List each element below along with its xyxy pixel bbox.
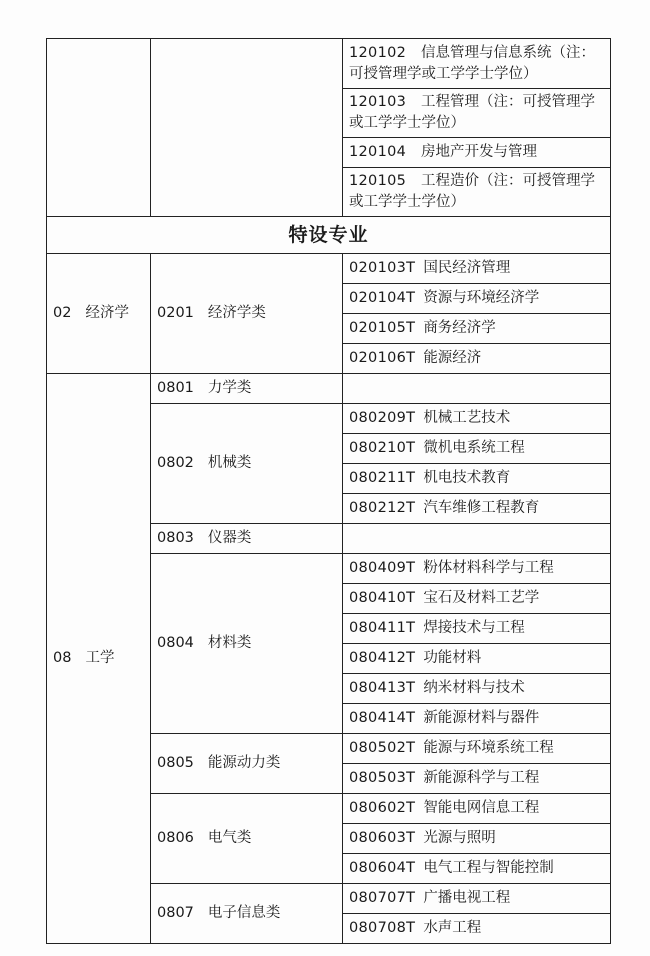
major-cell <box>343 854 611 884</box>
major-name: 光源与照明 <box>423 830 496 846</box>
major-cell <box>343 39 611 89</box>
major-name: 资源与环境经济学 <box>423 290 540 306</box>
major-cell <box>343 764 611 794</box>
discipline-cell <box>47 374 151 944</box>
discipline-cell-empty <box>47 39 151 217</box>
major-cell <box>343 674 611 704</box>
major-name: 房地产开发与管理 <box>421 144 537 160</box>
major-name: 水声工程 <box>423 920 482 936</box>
major-name: 能源与环境系统工程 <box>423 740 554 756</box>
major-name: 广播电视工程 <box>423 890 511 906</box>
group-code: 0805 <box>157 755 194 771</box>
group-code: 0801 <box>157 380 194 396</box>
group-cell <box>151 884 343 944</box>
major-code: 120103 <box>349 94 407 110</box>
major-name: 粉体材料科学与工程 <box>423 560 554 576</box>
major-name: 信息管理与信息系统（注：可授管理学或工学学士学位） <box>349 44 595 82</box>
group-code: 0806 <box>157 830 194 846</box>
major-cell <box>343 914 611 944</box>
group-code: 0201 <box>157 305 194 321</box>
major-code: 080210T <box>349 440 416 456</box>
major-code: 080603T <box>349 830 416 846</box>
table-row <box>47 39 611 89</box>
major-name: 焊接技术与工程 <box>423 620 525 636</box>
group-name: 能源动力类 <box>207 755 281 771</box>
major-code: 080604T <box>349 860 416 876</box>
discipline-cell <box>47 254 151 374</box>
major-code: 020105T <box>349 320 416 336</box>
group-cell <box>151 734 343 794</box>
major-name: 纳米材料与技术 <box>423 680 525 696</box>
major-cell <box>343 494 611 524</box>
major-cell <box>343 314 611 344</box>
major-code: 080410T <box>349 590 416 606</box>
major-code: 020103T <box>349 260 416 276</box>
group-name: 仪器类 <box>207 530 252 546</box>
major-code: 080502T <box>349 740 416 756</box>
major-code: 020106T <box>349 350 416 366</box>
major-code: 120102 <box>349 44 407 61</box>
major-cell <box>343 284 611 314</box>
group-name: 经济学类 <box>207 305 266 321</box>
group-name: 电子信息类 <box>207 905 281 921</box>
major-name: 新能源材料与器件 <box>423 710 540 726</box>
major-name: 新能源科学与工程 <box>423 770 540 786</box>
major-cell <box>343 434 611 464</box>
major-cell <box>343 704 611 734</box>
major-code: 080414T <box>349 710 416 726</box>
major-code: 120105 <box>349 173 407 189</box>
group-code: 0802 <box>157 455 194 471</box>
discipline-code: 08 <box>53 650 72 666</box>
table-row <box>47 217 611 254</box>
major-cell <box>343 584 611 614</box>
major-code: 080602T <box>349 800 416 816</box>
major-name: 工程管理（注：可授管理学或工学学士学位） <box>349 94 595 131</box>
major-cell <box>343 884 611 914</box>
major-name: 工程造价（注：可授管理学或工学学士学位） <box>349 173 595 210</box>
major-name: 国民经济管理 <box>423 260 511 276</box>
major-name: 能源经济 <box>423 350 482 366</box>
group-cell <box>151 404 343 524</box>
major-name: 商务经济学 <box>423 320 496 336</box>
major-cell <box>343 464 611 494</box>
major-code: 080209T <box>349 410 416 426</box>
group-cell <box>151 554 343 734</box>
discipline-code: 02 <box>53 305 72 321</box>
major-cell <box>343 404 611 434</box>
major-cell <box>343 614 611 644</box>
major-code: 020104T <box>349 290 416 306</box>
major-cell <box>343 254 611 284</box>
major-cell <box>343 168 611 217</box>
group-name: 机械类 <box>207 455 252 471</box>
group-cell <box>151 374 343 404</box>
section-heading: 特设专业 <box>47 217 611 254</box>
discipline-name: 经济学 <box>85 305 129 321</box>
major-code: 080413T <box>349 680 416 696</box>
major-name: 宝石及材料工艺学 <box>423 590 540 606</box>
group-cell-empty <box>151 39 343 217</box>
group-cell <box>151 794 343 884</box>
major-code: 080412T <box>349 650 416 666</box>
major-code: 120104 <box>349 144 407 160</box>
major-cell-empty <box>343 524 611 554</box>
group-cell <box>151 254 343 374</box>
majors-table <box>46 38 611 944</box>
major-code: 080708T <box>349 920 416 936</box>
major-name: 功能材料 <box>423 650 482 666</box>
major-cell <box>343 644 611 674</box>
major-name: 机电技术教育 <box>423 470 511 486</box>
major-cell <box>343 794 611 824</box>
table-row <box>47 254 611 284</box>
major-name: 机械工艺技术 <box>423 410 511 426</box>
major-code: 080503T <box>349 770 416 786</box>
major-name: 电气工程与智能控制 <box>423 860 554 876</box>
major-code: 080409T <box>349 560 416 576</box>
discipline-name: 工学 <box>85 650 115 666</box>
major-cell <box>343 554 611 584</box>
group-cell <box>151 524 343 554</box>
group-code: 0807 <box>157 905 194 921</box>
major-cell <box>343 734 611 764</box>
major-code: 080707T <box>349 890 416 906</box>
major-name: 智能电网信息工程 <box>423 800 540 816</box>
major-code: 080212T <box>349 500 416 516</box>
major-cell-empty <box>343 374 611 404</box>
major-cell <box>343 138 611 168</box>
group-name: 电气类 <box>207 830 252 846</box>
major-code: 080411T <box>349 620 416 636</box>
table-row <box>47 374 611 404</box>
group-code: 0804 <box>157 635 194 651</box>
major-name: 微机电系统工程 <box>423 440 525 456</box>
major-code: 080211T <box>349 470 416 486</box>
major-name: 汽车维修工程教育 <box>423 500 540 516</box>
major-cell <box>343 824 611 854</box>
major-cell <box>343 344 611 374</box>
group-name: 材料类 <box>207 635 252 651</box>
group-code: 0803 <box>157 530 194 546</box>
major-cell <box>343 89 611 138</box>
group-name: 力学类 <box>207 380 252 396</box>
